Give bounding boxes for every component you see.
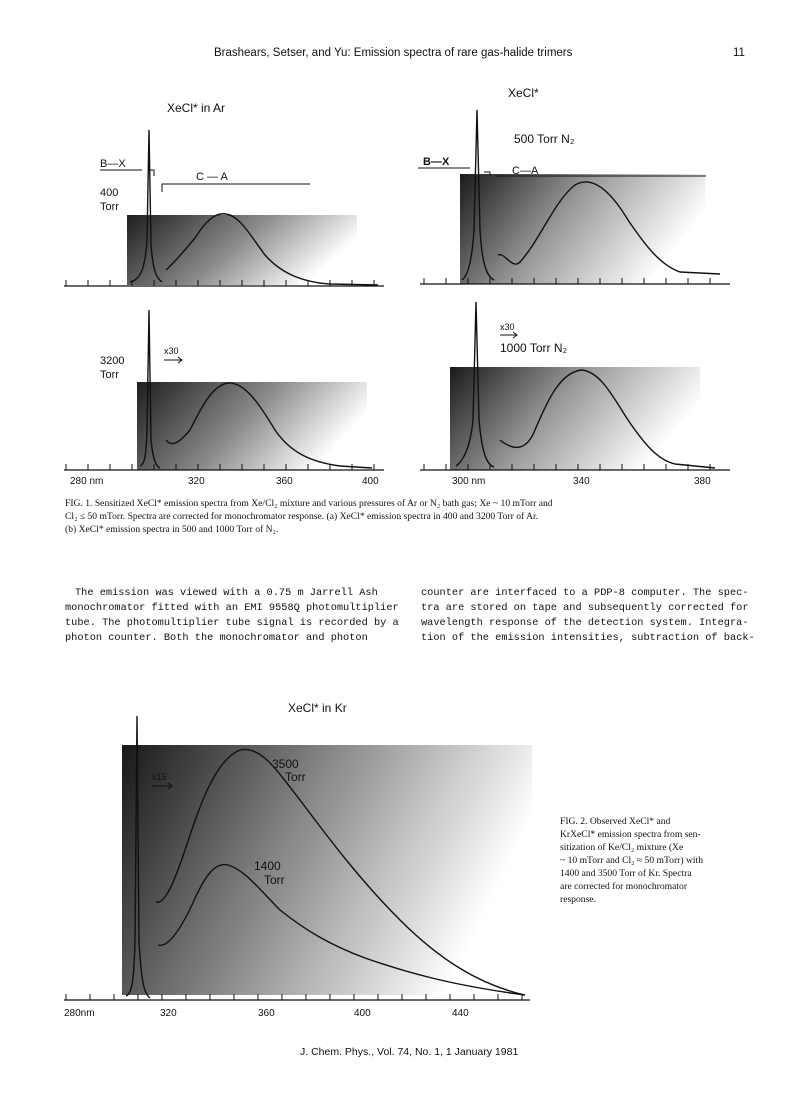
figure-2-shading [122,745,532,995]
top-left-pressure: 400 [100,187,119,199]
caption-2-line-3: sitization of Ke/Cl₂ mixture (Xe [560,842,684,853]
body-right-line-4: tion of the emission intensities, subtraction of back- [421,632,755,644]
label-3500-unit: Torr [285,770,306,784]
axis-b-tick-0: 300 nm [452,476,486,487]
body-right-column [421,586,761,646]
panel-a-title: XeCl* in Ar [167,101,226,115]
scale-arrow-a [164,357,182,363]
body-left-line-2: monochromator fitted with an EMI 9558Q photomultiplier [65,602,399,614]
label-1400: 1400 [254,859,281,873]
footer-citation: J. Chem. Phys., Vol. 74, No. 1, 1 January 1981 [300,1046,519,1058]
body-left-line-4: photon counter. Both the monochromator and photon [65,632,368,644]
page-number: 11 [733,47,745,59]
top-left-unit: Torr [100,201,119,213]
body-left-column [65,586,405,646]
top-right-pressure: 500 Torr N₂ [514,132,575,146]
label-3500: 3500 [272,757,299,771]
ca-bracket [162,184,310,192]
caption-2-line-1: FIG. 2. Observed XeCl* and [560,816,671,827]
caption-2-line-4: ~ 10 mTorr and Cl₂ ≈ 50 mTorr) with [560,855,704,866]
body-right-line-2: tra are stored on tape and subsequently corrected for [421,602,749,614]
label-1400-unit: Torr [264,873,285,887]
body-left-line-3: tube. The photomultiplier tube signal is recorded by a [65,617,399,629]
axis-b-tick-2: 380 [694,476,711,487]
caption-2-line-7: response. [560,894,596,905]
scale-arrow-b [500,332,517,338]
bottom-right-pressure: 1000 Torr N₂ [500,341,568,355]
running-title: Brashears, Setser, and Yu: Emission spectra of rare gas-halide trimers [214,47,573,59]
panel-b-bottom-shading [450,367,700,470]
caption-2-line-6: are corrected for monochromator [560,881,688,892]
axis-a-tick-3: 400 [362,476,379,487]
axis-a-tick-1: 320 [188,476,205,487]
axis-fig2-tick-4: 440 [452,1008,469,1019]
bottom-left-scale: x30 [164,346,179,356]
label-bx: B—X [100,158,126,170]
figure-1-caption [65,497,755,536]
axis-a-tick-2: 360 [276,476,293,487]
bottom-right-scale: x30 [500,322,515,332]
body-right-line-3: wavelength response of the detection system. Integra- [421,617,749,629]
axis-b-tick-1: 340 [573,476,590,487]
caption-2-line-5: 1400 and 3500 Torr of Kr. Spectra [560,868,692,879]
figure-2-caption [560,815,780,906]
body-left-line-1: The emission was viewed with a 0.75 m Jarrell Ash [75,587,378,599]
panel-b-title: XeCl* [508,86,539,100]
label-bx-b: B—X [423,156,450,168]
panel-b-top-shading [460,174,705,284]
bottom-left-pressure: 3200 [100,355,125,367]
caption-1-line-1: FIG. 1. Sensitized XeCl* emission spectra from Xe/Cl₂ mixture and various pressures of Ar or N₂ bath gas; Xe ~ 10 mTorr and [65,498,553,509]
axis-fig2-tick-2: 360 [258,1008,275,1019]
caption-2-line-2: KrXeCl* emission spectra from sen- [560,829,701,840]
axis-a-tick-0: 280 nm [70,476,104,487]
bottom-left-unit: Torr [100,369,119,381]
panel-a-top-shading [127,215,357,285]
panel-a-bottom-shading [137,382,367,470]
bx-bracket [150,170,154,176]
label-ca: C — A [196,171,228,183]
body-right-line-1: counter are interfaced to a PDP-8 computer. The spec- [421,587,749,599]
figure-2-title: XeCl* in Kr [288,701,347,715]
caption-1-line-3: (b) XeCl* emission spectra in 500 and 1000 Torr of N₂. [65,524,279,535]
figure-2-scale: x15 [152,772,167,782]
axis-fig2-tick-3: 400 [354,1008,371,1019]
label-ca-b: C—A [512,165,539,177]
caption-1-line-2: Cl₂ ≤ 50 mTorr. Spectra are corrected for monochromator response. (a) XeCl* emission spectra in 400 and 3200 Torr of Ar. [65,511,539,522]
figure-1 [0,75,812,565]
axis-fig2-tick-1: 320 [160,1008,177,1019]
axis-fig2-tick-0: 280nm [64,1008,95,1019]
